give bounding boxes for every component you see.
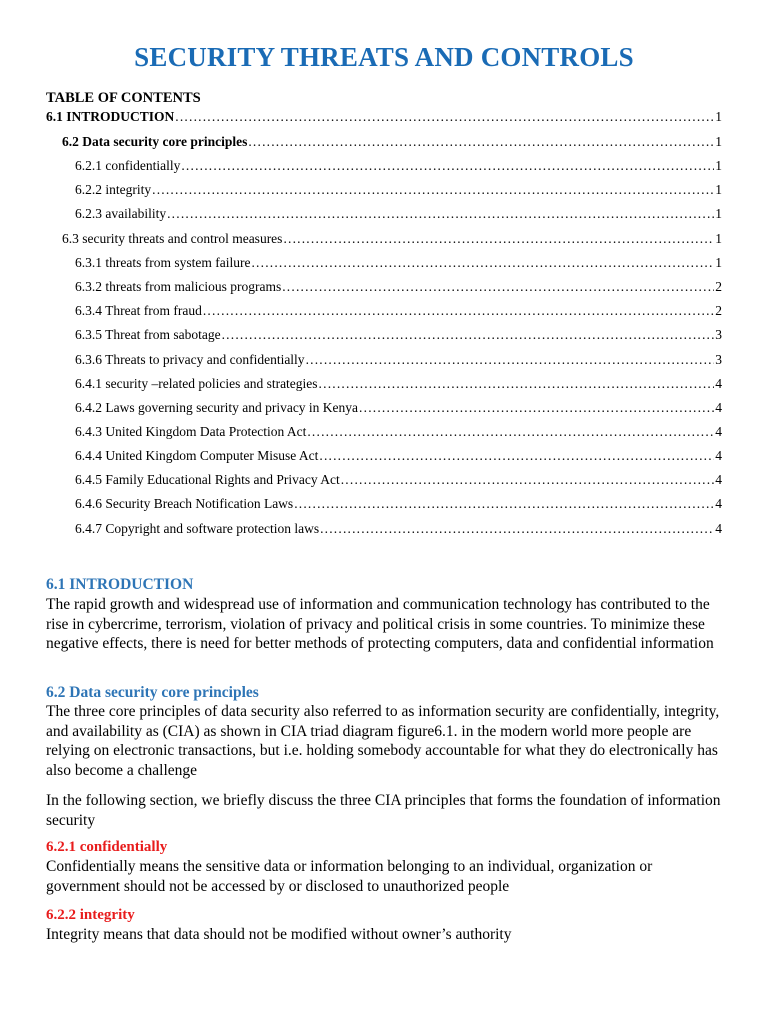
section-heading-introduction: 6.1 INTRODUCTION	[46, 576, 194, 593]
toc-entry[interactable]	[75, 399, 722, 417]
toc-entry-label: 6.3.6 Threats to privacy and confidentially	[75, 352, 305, 367]
toc-entry-label: 6.4.1 security –related policies and strategies	[75, 376, 318, 391]
toc-entry-page: 1	[715, 134, 722, 149]
toc-entry[interactable]	[46, 108, 722, 126]
toc-entry-page: 3	[715, 327, 722, 342]
toc-entry-page: 1	[715, 182, 722, 197]
cia-principles-paragraph: In the following section, we briefly discuss the three CIA principles that forms the foundation of information security	[46, 792, 721, 829]
toc-entry-label: 6.1 INTRODUCTION	[46, 109, 175, 124]
toc-entry[interactable]	[75, 495, 722, 513]
integrity-paragraph: Integrity means that data should not be modified without owner’s authority	[46, 926, 512, 943]
toc-entry[interactable]	[75, 181, 722, 199]
toc-entry[interactable]	[75, 471, 722, 489]
toc-entry-page: 3	[715, 352, 722, 367]
toc-entry[interactable]	[75, 447, 722, 465]
toc-heading: TABLE OF CONTENTS	[46, 90, 201, 106]
subsection-heading-confidentially: 6.2.1 confidentially	[46, 839, 168, 855]
confidentially-paragraph: Confidentially means the sensitive data or information belonging to an individual, organization or government should not be accessed by or disclosed to unauthorized people	[46, 858, 653, 895]
toc-entry-page: 4	[715, 521, 722, 536]
document-title: SECURITY THREATS AND CONTROLS	[134, 42, 634, 72]
toc-entry[interactable]	[62, 133, 722, 151]
toc-entry-label: 6.4.2 Laws governing security and privacy in Kenya	[75, 400, 359, 415]
toc-entry-page: 1	[715, 158, 722, 173]
toc-entry[interactable]	[75, 302, 722, 320]
toc-entry[interactable]	[75, 278, 722, 296]
toc-entry-page: 4	[715, 376, 722, 391]
toc-entry-label: 6.3 security threats and control measures	[62, 231, 283, 246]
toc-entry-label: 6.2.3 availability	[75, 206, 167, 221]
toc-entry[interactable]	[75, 157, 722, 175]
toc-entry-page: 1	[715, 109, 722, 124]
toc-entry[interactable]	[75, 375, 722, 393]
toc-entry[interactable]	[75, 423, 722, 441]
introduction-paragraph: The rapid growth and widespread use of information and communication technology has contributed to the rise in cybercrime, terrorism, violation of privacy and political crisis in some countries. To minimize these negative effects, there is need for better methods of protecting computers, data and confidential information	[46, 596, 714, 652]
toc-entry-label: 6.4.7 Copyright and software protection laws	[75, 521, 320, 536]
toc-entry-label: 6.4.6 Security Breach Notification Laws	[75, 496, 294, 511]
toc-entry-label: 6.3.2 threats from malicious programs	[75, 279, 282, 294]
section-heading-core-principles: 6.2 Data security core principles	[46, 684, 259, 701]
toc-entry-label: 6.3.5 Threat from sabotage	[75, 327, 221, 342]
subsection-heading-integrity: 6.2.2 integrity	[46, 907, 135, 923]
toc-entry-page: 4	[715, 424, 722, 439]
toc-entry-page: 1	[715, 255, 722, 270]
toc-entry[interactable]	[75, 254, 722, 272]
toc-entry[interactable]	[75, 205, 722, 223]
toc-entry[interactable]	[62, 230, 722, 248]
toc-entry-page: 2	[715, 279, 722, 294]
toc-entry-page: 4	[715, 472, 722, 487]
toc-entry[interactable]	[75, 326, 722, 344]
toc-entry-label: 6.4.4 United Kingdom Computer Misuse Act	[75, 448, 319, 463]
toc-entry-label: 6.4.3 United Kingdom Data Protection Act	[75, 424, 307, 439]
toc-entry[interactable]	[75, 351, 722, 369]
toc-entry-page: 2	[715, 303, 722, 318]
toc-entry-page: 4	[715, 448, 722, 463]
toc-entry[interactable]	[75, 520, 722, 538]
toc-entry-label: 6.3.4 Threat from fraud	[75, 303, 202, 318]
toc-entry-page: 1	[715, 231, 722, 246]
toc-entry-label: 6.4.5 Family Educational Rights and Privacy Act	[75, 472, 340, 487]
toc-entry-label: 6.2 Data security core principles	[62, 134, 248, 149]
toc-entry-label: 6.2.1 confidentially	[75, 158, 181, 173]
toc-entry-page: 4	[715, 496, 722, 511]
toc-entry-label: 6.3.1 threats from system failure	[75, 255, 251, 270]
toc-entry-label: 6.2.2 integrity	[75, 182, 152, 197]
core-principles-paragraph: The three core principles of data security also referred to as information security are confidentially, integrity, and availability as (CIA) as shown in CIA triad diagram figure6.1. in the modern world more people are relying on electronic transactions, but i.e. holding somebody accountable for what they do electronically has also become a challenge	[46, 703, 720, 779]
toc-entry-page: 1	[715, 206, 722, 221]
toc-entry-page: 4	[715, 400, 722, 415]
